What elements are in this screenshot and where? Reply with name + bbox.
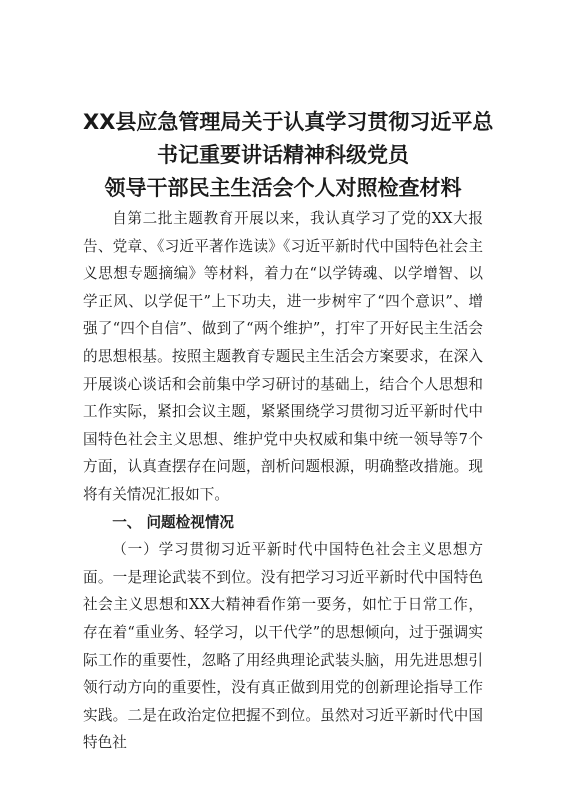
title-line-1: XX县应急管理局关于认真学习贯彻习近平总 <box>83 110 494 134</box>
subsection-paragraph-theory-study: （一）学习贯彻习近平新时代中国特色社会主义思想方面。一是理论武装不到位。没有把学习习近平新时代中国特色社会主义思想和XX大精神看作第一要务，如忙于日常工作，存在着“重业务、轻学习，以干代学”的思想倾向，过于强调实际工作的重要性，忽略了用经典理论武装头脑，用先进思想引领行动方向的重要性，没有真正做到用党的创新理论指导工作实践。二是在政治定位把握不到位。虽然对习近平新时代中国特色社 <box>83 541 483 752</box>
title-line-3: 领导干部民主生活会个人对照检查材料 <box>104 176 462 200</box>
document-body <box>83 205 483 757</box>
document-title <box>83 106 494 205</box>
title-line-2: 书记重要讲话精神科级党员 <box>157 143 409 167</box>
section-heading-problem-review: 一、 问题检视情况 <box>112 513 235 531</box>
intro-paragraph: 自第二批主题教育开展以来，我认真学习了党的XX大报告、党章、《习近平著作选读》《习近平新时代中国特色社会主义思想专题摘编》等材料，着力在“以学铸魂、以学增智、以学正风、以学促干”上下功夫，进一步树牢了“四个意识”、增强了“四个自信”、做到了“两个维护”，打牢了开好民主生活会的思想根基。按照主题教育专题民主生活会方案要求，在深入开展谈心谈话和会前集中学习研讨的基础上，结合个人思想和工作实际，紧扣会议主题，紧紧围绕学习贯彻习近平新时代中国特色社会主义思想、维护党中央权威和集中统一领导等7个方面，认真查摆存在问题，剖析问题根源，明确整改措施。现将有关情况汇报如下。 <box>83 210 483 503</box>
